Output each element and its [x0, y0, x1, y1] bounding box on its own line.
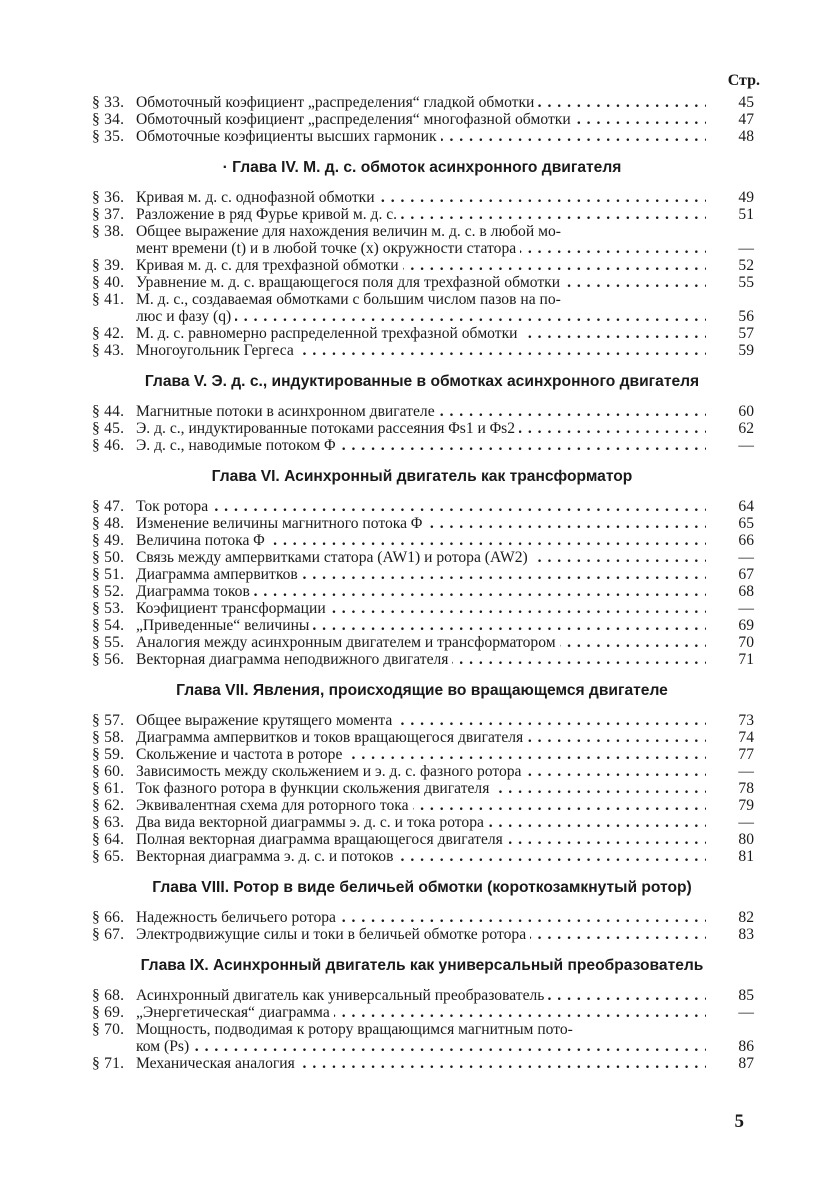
section-number: § 62.	[92, 797, 125, 814]
entry-page: —	[738, 814, 754, 831]
entry-title: Зависимость между скольжением и э. д. с. фазного ротора . . .	[136, 763, 706, 780]
entry-title: Изменение величины магнитного потока Φ . . .	[136, 515, 706, 532]
toc-entry	[92, 583, 752, 600]
entry-page: 81	[738, 848, 754, 865]
section-number: § 66.	[92, 909, 125, 926]
entry-page: 59	[738, 342, 754, 359]
chapter-heading: Глава VIII. Ротор в виде беличьей обмотки (короткозамкнутый ротор)	[152, 879, 692, 896]
section-number: § 64.	[92, 831, 125, 848]
entry-page: 56	[738, 308, 754, 325]
entry-title: Многоугольник Гергеса . . .	[136, 342, 706, 359]
section-number: § 35.	[92, 128, 125, 145]
toc-entry	[92, 712, 752, 729]
toc-entry-continuation	[92, 240, 752, 257]
entry-page: 65	[738, 515, 754, 532]
entry-title: Величина потока Φ . . .	[136, 532, 706, 549]
entry-page: 79	[738, 797, 754, 814]
toc-entry-continuation	[92, 1038, 752, 1055]
entry-page: 51	[738, 206, 754, 223]
section-number: § 57.	[92, 712, 125, 729]
entry-page: 77	[738, 746, 754, 763]
toc-entry	[92, 498, 752, 515]
entry-page: 64	[738, 498, 754, 515]
entry-title: Общее выражение крутящего момента . . .	[136, 712, 706, 729]
entry-page: 71	[738, 651, 754, 668]
toc-entry	[92, 926, 752, 943]
section-number: § 61.	[92, 780, 125, 797]
entry-title-continued: ком (Ps) . . .	[136, 1038, 706, 1055]
section-number: § 58.	[92, 729, 125, 746]
entry-title: Механическая аналогия . . .	[136, 1055, 706, 1072]
entry-title: Эквивалентная схема для роторного тока . . .	[136, 797, 706, 814]
toc-entry	[92, 634, 752, 651]
entry-title: Общее выражение для нахождения величин м. д. с. в любой мо-	[136, 223, 561, 240]
section-number: § 67.	[92, 926, 125, 943]
entry-page: 67	[738, 566, 754, 583]
entry-page: 80	[738, 831, 754, 848]
section-number: § 33.	[92, 94, 125, 111]
toc-entry	[92, 909, 752, 926]
section-number: § 49.	[92, 532, 125, 549]
section-number: § 38.	[92, 223, 125, 240]
section-number: § 69.	[92, 1004, 125, 1021]
entry-page: 78	[738, 780, 754, 797]
toc-entry	[92, 566, 752, 583]
entry-page: —	[738, 240, 754, 257]
section-number: § 43.	[92, 342, 125, 359]
section-number: § 47.	[92, 498, 125, 515]
page-column-header: Стр.	[727, 72, 760, 89]
entry-title: Векторная диаграмма неподвижного двигателя . . .	[136, 651, 706, 668]
toc-entry	[92, 987, 752, 1004]
toc-entry	[92, 420, 752, 437]
entry-page: 73	[738, 712, 754, 729]
toc-entry	[92, 206, 752, 223]
entry-title-continued: мент времени (t) и в любой точке (x) окружности статора . . .	[136, 240, 706, 257]
section-number: § 51.	[92, 566, 125, 583]
entry-page: 86	[738, 1038, 754, 1055]
entry-title: Обмоточный коэфициент „распределения“ многофазной обмотки . . .	[136, 111, 706, 128]
section-number: § 52.	[92, 583, 125, 600]
entry-page: 57	[738, 325, 754, 342]
section-number: § 56.	[92, 651, 125, 668]
toc-entry	[92, 617, 752, 634]
toc-entry	[92, 437, 752, 454]
chapter-heading: · Глава IV. М. д. с. обмоток асинхронного двигателя	[222, 159, 622, 176]
toc-entry-continuation	[92, 308, 752, 325]
entry-title: Обмоточные коэфициенты высших гармоник . . .	[136, 128, 706, 145]
entry-title: Э. д. с., индуктированные потоками рассеяния Φs1 и Φs2 . . .	[136, 420, 706, 437]
section-number: § 54.	[92, 617, 125, 634]
entry-title: М. д. с. равномерно распределенной трехфазной обмотки . . .	[136, 325, 706, 342]
toc-entry	[92, 532, 752, 549]
toc-entry	[92, 848, 752, 865]
section-number: § 44.	[92, 403, 125, 420]
entry-page: —	[738, 600, 754, 617]
section-number: § 70.	[92, 1021, 125, 1038]
entry-title: Коэфициент трансформации . . .	[136, 600, 706, 617]
section-number: § 50.	[92, 549, 125, 566]
chapter-heading: Глава V. Э. д. с., индуктированные в обмотках асинхронного двигателя	[144, 373, 700, 390]
entry-title: „Энергетическая“ диаграмма . . .	[136, 1004, 706, 1021]
section-number: § 60.	[92, 763, 125, 780]
entry-page: —	[738, 437, 754, 454]
entry-title: Э. д. с., наводимые потоком Φ . . .	[136, 437, 706, 454]
entry-title-continued: люс и фазу (q) . . .	[136, 308, 706, 325]
section-number: § 48.	[92, 515, 125, 532]
entry-page: —	[738, 1004, 754, 1021]
entry-title: М. д. с., создаваемая обмотками с большим числом пазов на по-	[136, 291, 561, 308]
toc-entry	[92, 831, 752, 848]
entry-title: Скольжение и частота в роторе . . .	[136, 746, 706, 763]
entry-title: Векторная диаграмма э. д. с. и потоков . . .	[136, 848, 706, 865]
entry-page: 55	[738, 274, 754, 291]
entry-title: Аналогия между асинхронным двигателем и трансформатором . . .	[136, 634, 706, 651]
entry-page: —	[738, 549, 754, 566]
entry-title: Надежность беличьего ротора . . .	[136, 909, 706, 926]
toc-entry	[92, 325, 752, 342]
entry-title: Ток ротора . . .	[136, 498, 706, 515]
entry-title: Полная векторная диаграмма вращающегося двигателя . . .	[136, 831, 706, 848]
toc-entry	[92, 342, 752, 359]
toc-entry	[92, 1021, 752, 1038]
toc-entry	[92, 549, 752, 566]
toc-page	[92, 68, 760, 1072]
entry-title: Уравнение м. д. с. вращающегося поля для трехфазной обмотки . . .	[136, 274, 706, 291]
entry-title: „Приведенные“ величины . . .	[136, 617, 706, 634]
entry-page: 45	[738, 94, 754, 111]
toc-entry	[92, 814, 752, 831]
section-number: § 68.	[92, 987, 125, 1004]
toc-entry	[92, 291, 752, 308]
toc-entry	[92, 651, 752, 668]
entry-page: 47	[738, 111, 754, 128]
entry-title: Диаграмма ампервитков . . .	[136, 566, 706, 583]
entry-title: Асинхронный двигатель как универсальный преобразователь . . .	[136, 987, 706, 1004]
toc-entry	[92, 1055, 752, 1072]
section-number: § 42.	[92, 325, 125, 342]
entry-page: 62	[738, 420, 754, 437]
toc-entry	[92, 797, 752, 814]
entry-page: —	[738, 763, 754, 780]
section-number: § 36.	[92, 189, 125, 206]
page-number: 5	[734, 1111, 744, 1132]
toc-entry	[92, 403, 752, 420]
section-number: § 45.	[92, 420, 125, 437]
entry-page: 49	[738, 189, 754, 206]
section-number: § 65.	[92, 848, 125, 865]
section-number: § 46.	[92, 437, 125, 454]
entry-page: 87	[738, 1055, 754, 1072]
toc-entry	[92, 111, 752, 128]
entry-title: Диаграмма ампервитков и токов вращающегося двигателя . . .	[136, 729, 706, 746]
entry-page: 74	[738, 729, 754, 746]
toc-entry	[92, 189, 752, 206]
entry-page: 52	[738, 257, 754, 274]
entry-page: 85	[738, 987, 754, 1004]
toc-entry	[92, 274, 752, 291]
entry-title: Кривая м. д. с. для трехфазной обмотки . . .	[136, 257, 706, 274]
entry-page: 60	[738, 403, 754, 420]
entry-page: 69	[738, 617, 754, 634]
entry-title: Связь между ампервитками статора (AW1) и ротора (AW2) . . .	[136, 549, 706, 566]
entry-page: 66	[738, 532, 754, 549]
chapter-heading: Глава VII. Явления, происходящие во вращающемся двигателе	[176, 682, 668, 699]
section-number: § 41.	[92, 291, 125, 308]
toc-entry	[92, 600, 752, 617]
entry-title: Обмоточный коэфициент „распределения“ гладкой обмотки . . .	[136, 94, 706, 111]
toc-entry	[92, 128, 752, 145]
section-number: § 37.	[92, 206, 125, 223]
section-number: § 40.	[92, 274, 125, 291]
entry-title: Диаграмма токов . . .	[136, 583, 706, 600]
toc-entry	[92, 763, 752, 780]
toc-entry	[92, 257, 752, 274]
section-number: § 53.	[92, 600, 125, 617]
entry-page: 82	[738, 909, 754, 926]
entry-page: 48	[738, 128, 754, 145]
entry-title: Электродвижущие силы и токи в беличьей обмотке ротора . . .	[136, 926, 706, 943]
toc-entry	[92, 94, 752, 111]
toc-entry	[92, 515, 752, 532]
entry-page: 70	[738, 634, 754, 651]
entry-title: Кривая м. д. с. однофазной обмотки . . .	[136, 189, 706, 206]
section-number: § 39.	[92, 257, 125, 274]
entry-title: Мощность, подводимая к ротору вращающимся магнитным пото-	[136, 1021, 573, 1038]
toc-entry	[92, 223, 752, 240]
toc-entry	[92, 746, 752, 763]
chapter-heading: Глава VI. Асинхронный двигатель как трансформатор	[211, 468, 633, 485]
entry-title: Магнитные потоки в асинхронном двигателе . . .	[136, 403, 706, 420]
section-number: § 63.	[92, 814, 125, 831]
entry-title: Ток фазного ротора в функции скольжения двигателя . . .	[136, 780, 706, 797]
section-number: § 34.	[92, 111, 125, 128]
toc-entry	[92, 729, 752, 746]
section-number: § 71.	[92, 1055, 125, 1072]
entry-page: 68	[738, 583, 754, 600]
toc-entry	[92, 780, 752, 797]
section-number: § 55.	[92, 634, 125, 651]
toc-entry	[92, 1004, 752, 1021]
chapter-heading: Глава IX. Асинхронный двигатель как универсальный преобразователь	[140, 957, 704, 974]
entry-title: Разложение в ряд Фурье кривой м. д. с. . . .	[136, 206, 706, 223]
entry-title: Два вида векторной диаграммы э. д. с. и тока ротора . . .	[136, 814, 706, 831]
section-number: § 59.	[92, 746, 125, 763]
entry-page: 83	[738, 926, 754, 943]
